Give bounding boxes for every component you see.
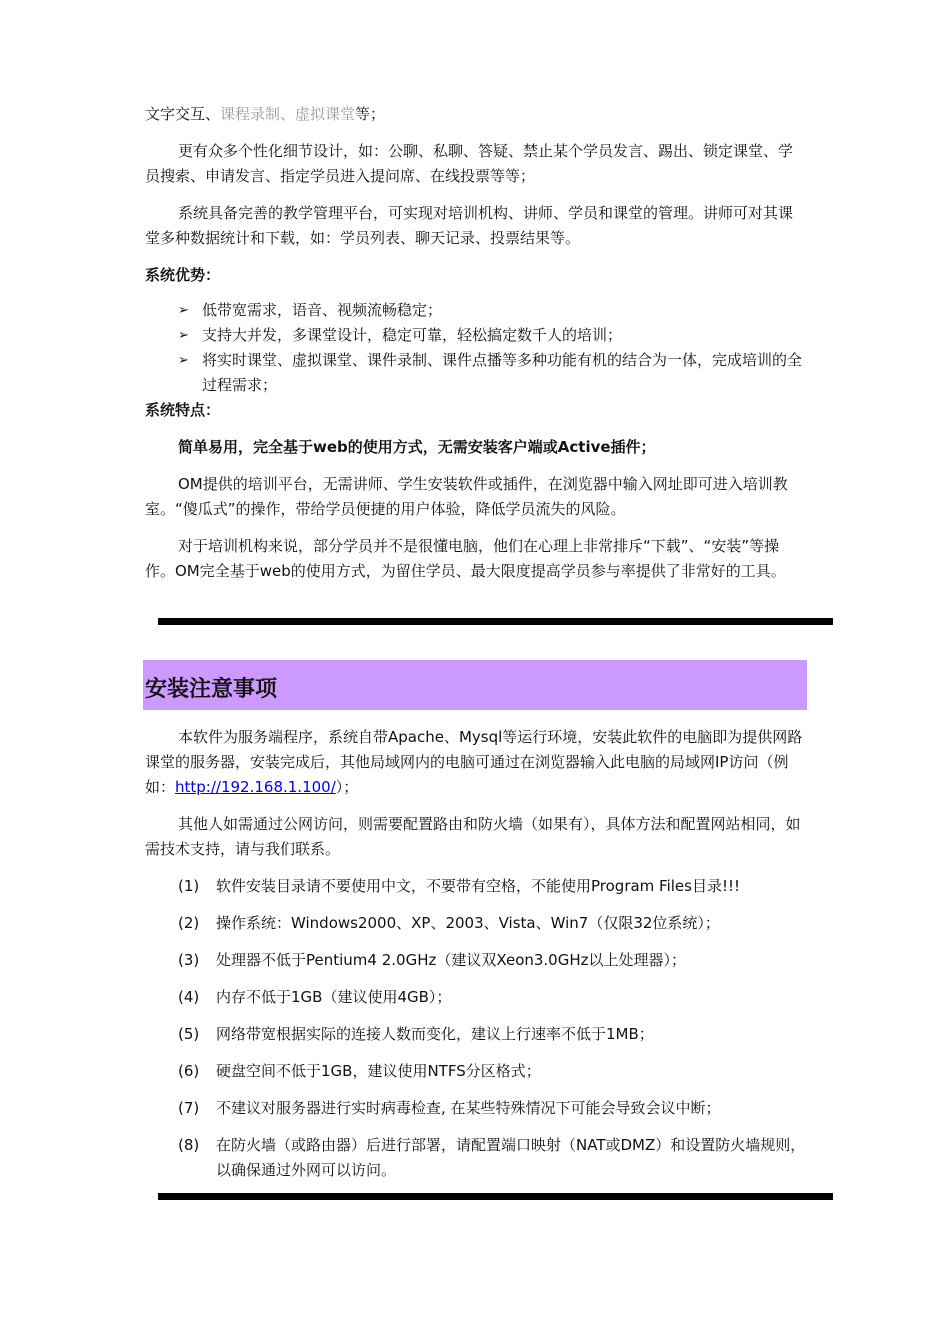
document-body — [145, 100, 807, 584]
arrow-bullet-icon: ➢ — [178, 303, 189, 318]
list-item: ➢ 支持大并发，多课堂设计，稳定可靠，轻松搞定数千人的培训； — [145, 323, 807, 348]
example-ip-link[interactable]: http://192.168.1.100/ — [175, 778, 336, 796]
features-paragraph-2: 对于培训机构来说，部分学员并不是很懂电脑，他们在心理上非常排斥“下载”、“安装”等操作。OM完全基于web的使用方式，为留住学员、最大限度提高学员参与率提供了非常好的工具。 — [145, 537, 786, 580]
section-divider-top — [158, 618, 833, 625]
install-section — [145, 725, 807, 1195]
intro-line-gray-text: 课程录制、虚拟课堂 — [220, 105, 356, 123]
features-title: 系统特点： — [145, 401, 221, 419]
arrow-bullet-icon: ➢ — [178, 328, 189, 343]
features-subtitle: 简单易用，完全基于web的使用方式，无需安装客户端或Active插件； — [178, 438, 656, 456]
install-heading: 安装注意事项 — [145, 677, 278, 702]
section-divider-bottom — [158, 1193, 833, 1200]
install-requirements-list — [145, 874, 807, 1183]
list-item: (4) 内存不低于1GB（建议使用4GB）； — [178, 988, 452, 1006]
list-item: (2) 操作系统：Windows2000、XP、2003、Vista、Win7（仅限32位系统）； — [178, 914, 720, 932]
list-item: (3) 处理器不低于Pentium4 2.0GHz（建议双Xeon3.0GHz以上处理器）； — [178, 951, 687, 969]
intro-paragraph-2: 更有众多个性化细节设计，如：公聊、私聊、答疑、禁止某个学员发言、踢出、锁定课堂、学员搜索、申请发言、指定学员进入提问席、在线投票等等； — [145, 142, 794, 185]
install-paragraph-2: 其他人如需通过公网访问，则需要配置路由和防火墙（如果有），具体方法和配置网站相同，如需技术支持，请与我们联系。 — [145, 815, 801, 858]
list-item: (8) 在防火墙（或路由器）后进行部署，请配置端口映射（NAT或DMZ）和设置防火墙规则，以确保通过外网可以访问。 — [178, 1136, 806, 1179]
install-heading-bar — [143, 660, 807, 710]
features-paragraph-1: OM提供的培训平台，无需讲师、学生安装软件或插件，在浏览器中输入网址即可进入培训教室。“傻瓜式”的操作，带给学员便捷的用户体验，降低学员流失的风险。 — [145, 475, 788, 518]
list-item: (6) 硬盘空间不低于1GB，建议使用NTFS分区格式； — [178, 1062, 541, 1080]
intro-line-text-b: 等； — [355, 105, 386, 123]
list-item: ➢ 将实时课堂、虚拟课堂、课件录制、课件点播等多种功能有机的结合为一体，完成培训的全过程需求； — [145, 348, 807, 398]
list-item: (7) 不建议对服务器进行实时病毒检查, 在某些特殊情况下可能会导致会议中断； — [178, 1099, 721, 1117]
intro-line-text-a: 文字交互、 — [145, 105, 221, 123]
list-item: (1) 软件安装目录请不要使用中文，不要带有空格，不能使用Program Files目录!!! — [178, 877, 741, 895]
list-item: ➢ 低带宽需求，语音、视频流畅稳定； — [145, 298, 807, 323]
intro-paragraph-3: 系统具备完善的教学管理平台，可实现对培训机构、讲师、学员和课堂的管理。讲师可对其课堂多种数据统计和下载，如：学员列表、聊天记录、投票结果等。 — [145, 204, 794, 247]
advantages-title: 系统优势： — [145, 266, 221, 284]
install-paragraph-1: 本软件为服务端程序，系统自带Apache、Mysql等运行环境，安装此软件的电脑即为提供网路课堂的服务器，安装完成后，其他局域网内的电脑可通过在浏览器输入此电脑的局域网IP访问（例如：http://192.168.1.100/）； — [145, 728, 803, 796]
arrow-bullet-icon: ➢ — [178, 353, 189, 368]
list-item: (5) 网络带宽根据实际的连接人数而变化，建议上行速率不低于1MB； — [178, 1025, 654, 1043]
advantages-list — [145, 298, 807, 398]
intro-line — [145, 102, 807, 127]
